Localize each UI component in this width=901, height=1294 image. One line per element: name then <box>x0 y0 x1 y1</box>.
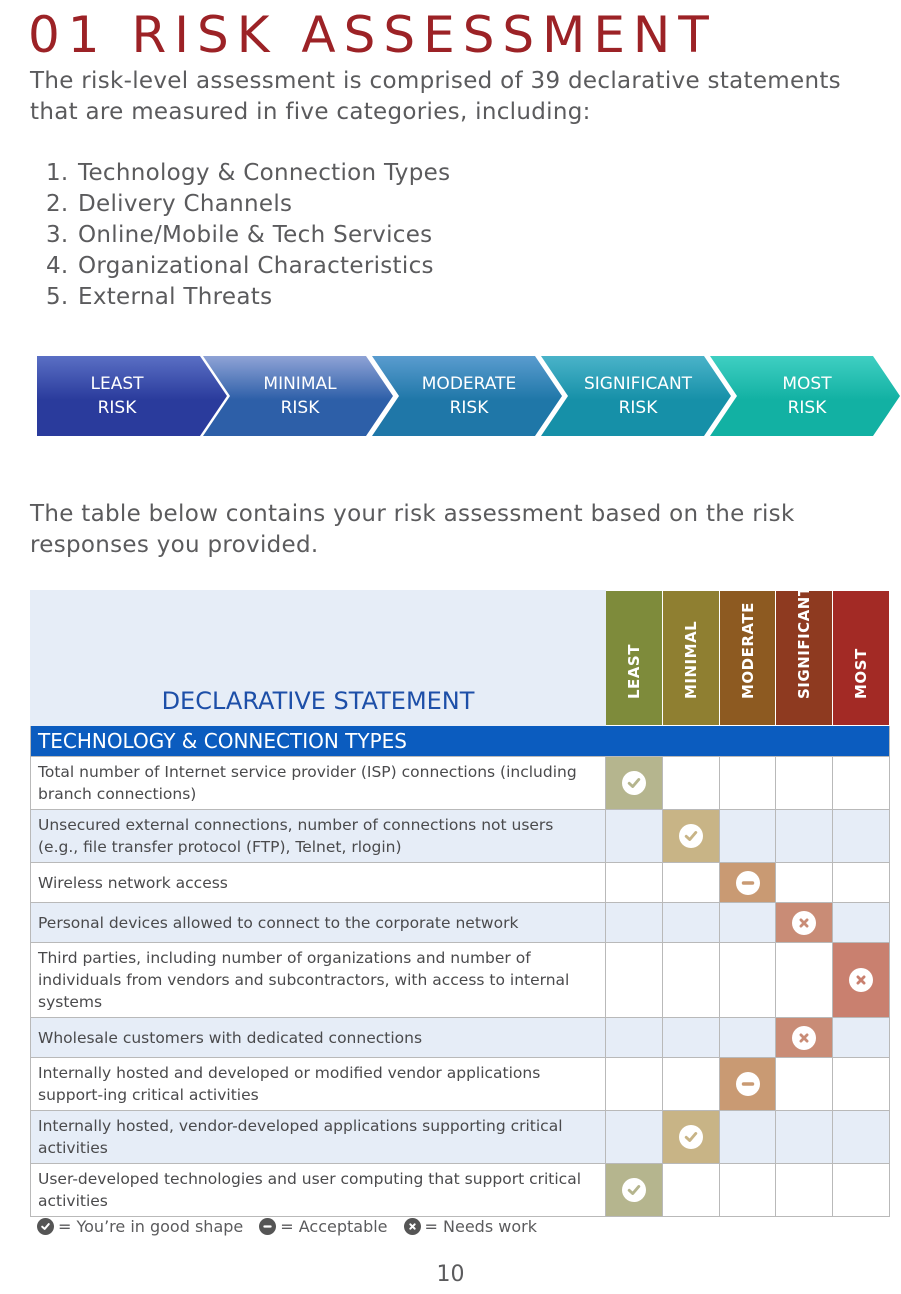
list-number: 1. <box>46 160 69 186</box>
list-label: Delivery Channels <box>78 191 293 217</box>
rating-cell-moderate <box>720 1111 776 1164</box>
rating-cell-most <box>833 757 890 810</box>
rating-cell-significant <box>776 943 833 1018</box>
rating-cell-least <box>606 1058 663 1111</box>
statement-cell: Personal devices allowed to connect to the corporate network <box>31 903 606 943</box>
rating-cell-significant <box>776 863 833 903</box>
statement-cell: Third parties, including number of organizations and number of individuals from vendors and subcontractors, with access to internal systems <box>31 943 606 1018</box>
cross-circle-icon <box>792 911 816 935</box>
rating-cell-minimal <box>663 1111 720 1164</box>
rating-cell-moderate <box>720 1058 776 1111</box>
list-item <box>46 189 450 220</box>
rating-cell-moderate <box>720 863 776 903</box>
legend <box>37 1217 553 1236</box>
minus-circle-icon <box>736 1072 760 1096</box>
check-circle-icon <box>679 1125 703 1149</box>
list-label: Online/Mobile & Tech Services <box>78 222 433 248</box>
rating-cell-moderate <box>720 943 776 1018</box>
rating-cell-moderate <box>720 1018 776 1058</box>
table-header-row <box>31 591 890 726</box>
level-header-significant: SIGNIFICANT <box>776 591 833 726</box>
list-number: 5. <box>46 284 69 310</box>
check-circle-icon <box>622 771 646 795</box>
rating-cell-least <box>606 810 663 863</box>
table-row <box>31 1018 890 1058</box>
level-header-most: MOST <box>833 591 890 726</box>
list-number: 4. <box>46 253 69 279</box>
list-label: Organizational Characteristics <box>78 253 434 279</box>
rating-cell-most <box>833 1164 890 1217</box>
table-row <box>31 757 890 810</box>
category-list <box>46 158 450 313</box>
list-item <box>46 158 450 189</box>
table-intro: The table below contains your risk assessment based on the risk responses you provided. <box>30 501 795 558</box>
rating-cell-minimal <box>663 1058 720 1111</box>
cross-circle-icon <box>849 968 873 992</box>
rating-cell-least <box>606 903 663 943</box>
rating-cell-significant <box>776 903 833 943</box>
table-row <box>31 1164 890 1217</box>
statement-cell: Internally hosted and developed or modified vendor applications support-ing critical activities <box>31 1058 606 1111</box>
rating-cell-least <box>606 1164 663 1217</box>
table-row <box>31 810 890 863</box>
list-label: Technology & Connection Types <box>78 160 451 186</box>
rating-cell-moderate <box>720 757 776 810</box>
rating-cell-significant <box>776 810 833 863</box>
rating-cell-significant <box>776 1164 833 1217</box>
rating-cell-minimal <box>663 757 720 810</box>
minus-circle-icon <box>259 1218 276 1235</box>
table-row <box>31 943 890 1018</box>
rating-cell-least <box>606 1018 663 1058</box>
section-header-row <box>31 726 890 757</box>
page-number: 10 <box>436 1262 465 1287</box>
rating-cell-most <box>833 943 890 1018</box>
statement-cell: User-developed technologies and user computing that support critical activities <box>31 1164 606 1217</box>
list-item <box>46 220 450 251</box>
intro-paragraph: The risk-level assessment is comprised of 39 declarative statements that are measured in five categories, including: <box>30 68 841 125</box>
statement-cell: Wireless network access <box>31 863 606 903</box>
table-row <box>31 863 890 903</box>
legend-item-acceptable: = Acceptable <box>259 1217 387 1236</box>
level-header-least: LEAST <box>606 591 663 726</box>
list-item <box>46 251 450 282</box>
level-header-minimal: MINIMAL <box>663 591 720 726</box>
scale-step-minimal: MINIMAL RISK <box>263 374 337 418</box>
rating-cell-least <box>606 863 663 903</box>
rating-cell-significant <box>776 1018 833 1058</box>
statement-cell: Wholesale customers with dedicated connections <box>31 1018 606 1058</box>
rating-cell-minimal <box>663 863 720 903</box>
scale-step-significant: SIGNIFICANT RISK <box>583 374 693 418</box>
table-row <box>31 903 890 943</box>
scale-step-most: MOST RISK <box>782 374 832 418</box>
list-label: External Threats <box>78 284 273 310</box>
risk-table <box>30 585 890 1217</box>
scale-step-moderate: MODERATE RISK <box>421 374 517 418</box>
rating-cell-most <box>833 1111 890 1164</box>
scale-step-least: LEAST RISK <box>90 374 144 418</box>
minus-circle-icon <box>736 871 760 895</box>
rating-cell-minimal <box>663 1164 720 1217</box>
legend-item-needs-work: = Needs work <box>404 1217 537 1236</box>
rating-cell-moderate <box>720 1164 776 1217</box>
rating-cell-significant <box>776 757 833 810</box>
cross-circle-icon <box>792 1026 816 1050</box>
rating-cell-minimal <box>663 943 720 1018</box>
table-row <box>31 1058 890 1111</box>
rating-cell-most <box>833 1018 890 1058</box>
rating-cell-least <box>606 943 663 1018</box>
page-title: 01 RISK ASSESSMENT <box>28 6 717 64</box>
rating-cell-least <box>606 757 663 810</box>
rating-cell-most <box>833 810 890 863</box>
rating-cell-moderate <box>720 903 776 943</box>
check-circle-icon <box>679 824 703 848</box>
table-row <box>31 1111 890 1164</box>
rating-cell-least <box>606 1111 663 1164</box>
rating-cell-significant <box>776 1111 833 1164</box>
list-number: 2. <box>46 191 69 217</box>
rating-cell-minimal <box>663 810 720 863</box>
statement-column-header: DECLARATIVE STATEMENT <box>31 591 606 726</box>
list-number: 3. <box>46 222 69 248</box>
rating-cell-most <box>833 1058 890 1111</box>
rating-cell-most <box>833 863 890 903</box>
statement-cell: Unsecured external connections, number of connections not users (e.g., file transfer protocol (FTP), Telnet, rlogin) <box>31 810 606 863</box>
rating-cell-moderate <box>720 810 776 863</box>
cross-circle-icon <box>404 1218 421 1235</box>
section-title: TECHNOLOGY & CONNECTION TYPES <box>31 726 890 757</box>
rating-cell-minimal <box>663 903 720 943</box>
check-circle-icon <box>622 1178 646 1202</box>
rating-cell-most <box>833 903 890 943</box>
check-circle-icon <box>37 1218 54 1235</box>
rating-cell-significant <box>776 1058 833 1111</box>
statement-cell: Internally hosted, vendor-developed applications supporting critical activities <box>31 1111 606 1164</box>
legend-item-good: = You’re in good shape <box>37 1217 243 1236</box>
level-header-moderate: MODERATE <box>720 591 776 726</box>
risk-scale <box>37 356 901 436</box>
statement-cell: Total number of Internet service provider (ISP) connections (including branch connections) <box>31 757 606 810</box>
list-item <box>46 282 450 313</box>
rating-cell-minimal <box>663 1018 720 1058</box>
